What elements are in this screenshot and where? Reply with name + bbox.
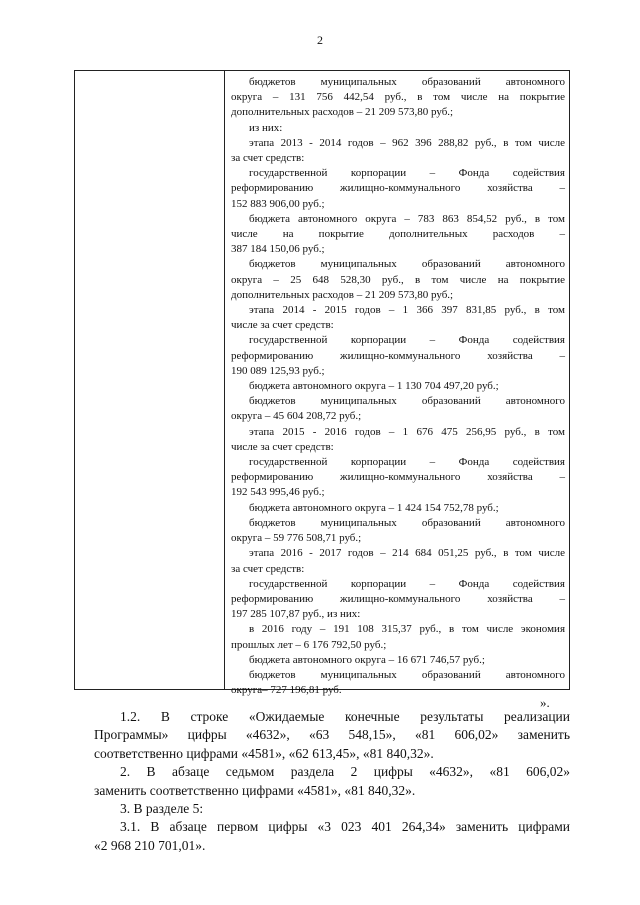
table-text-line: 387 184 150,06 руб.; xyxy=(231,243,325,256)
table-text-line: 197 285 107,87 руб., из них: xyxy=(231,608,361,621)
table-text-line: округа– 727 196,81 руб. xyxy=(231,684,342,697)
body-text-line: 2. В абзаце седьмом раздела 2 цифры «4632», «81 606,02» xyxy=(120,764,570,780)
table-text-line: бюджета автономного округа – 1 130 704 497,20 руб.; xyxy=(249,380,499,393)
table-text-line: государственной корпорации – Фонда содействия xyxy=(249,167,565,180)
table-text-line: округа – 59 776 508,71 руб.; xyxy=(231,532,362,545)
closing-quote: ». xyxy=(540,695,550,710)
table-text-line: реформированию жилищно-коммунального хозяйства – xyxy=(231,182,565,195)
table-column-divider xyxy=(224,71,225,689)
table-text-line: 152 883 906,00 руб.; xyxy=(231,197,325,210)
body-text-line: соответственно цифрами «4581», «62 613,45», «81 840,32». xyxy=(94,745,434,761)
table-text-line: числе на покрытие дополнительных расходов – xyxy=(231,228,565,241)
funding-cell xyxy=(231,75,565,698)
page-number: 2 xyxy=(317,33,323,47)
table-text-line: дополнительных расходов – 21 209 573,80 руб.; xyxy=(231,288,454,301)
table-text-line: числе за счет средств: xyxy=(231,319,334,332)
table-text-line: за счет средств: xyxy=(231,562,305,575)
table-text-line: бюджета автономного округа – 783 863 854,52 руб., в том xyxy=(249,212,565,225)
table-text-line: бюджетов муниципальных образований автономного xyxy=(249,76,565,88)
table-text-line: реформированию жилищно-коммунального хозяйства – xyxy=(231,592,565,605)
body-text-line: Программы» цифры «4632», «63 548,15», «81 606,02» заменить xyxy=(94,727,570,743)
table-text-line: 190 089 125,93 руб.; xyxy=(231,364,325,377)
body-text-line: 1.2. В строке «Ожидаемые конечные результаты реализации xyxy=(120,709,570,724)
table-text-line: этапа 2015 - 2016 годов – 1 676 475 256,95 руб., в том xyxy=(249,425,565,438)
program-table xyxy=(74,70,570,697)
table-text-line: из них: xyxy=(249,121,283,134)
table-text-line: бюджетов муниципальных образований автономного xyxy=(249,516,565,529)
table-text-line: округа – 25 648 528,30 руб., в том числе на покрытие xyxy=(231,273,565,286)
body-text-line: «2 968 210 701,01». xyxy=(94,837,206,853)
table-text-line: бюджета автономного округа – 16 671 746,57 руб.; xyxy=(249,653,485,666)
table-text-line: реформированию жилищно-коммунального хозяйства – xyxy=(231,349,565,362)
table-text-line: бюджетов муниципальных образований автономного xyxy=(249,258,565,271)
table-text-line: за счет средств: xyxy=(231,152,305,165)
body-text-line: 3.1. В абзаце первом цифры «3 023 401 264,34» заменить цифрами xyxy=(120,819,570,835)
table-text-line: бюджета автономного округа – 1 424 154 752,78 руб.; xyxy=(249,501,499,514)
table-text-line: 192 543 995,46 руб.; xyxy=(231,486,325,499)
body-text-line: заменить соответственно цифрами «4581», «81 840,32». xyxy=(94,782,416,798)
table-text-line: этапа 2013 - 2014 годов – 962 396 288,82 руб., в том числе xyxy=(249,136,565,149)
table-text-line: в 2016 году – 191 108 315,37 руб., в том числе экономия xyxy=(249,623,565,636)
table-text-line: этапа 2014 - 2015 годов – 1 366 397 831,85 руб., в том xyxy=(249,304,565,317)
table-text-line: государственной корпорации – Фонда содействия xyxy=(249,456,565,469)
table-text-line: бюджетов муниципальных образований автономного xyxy=(249,668,565,681)
table-text-line: государственной корпорации – Фонда содействия xyxy=(249,334,565,347)
table-text-line: реформированию жилищно-коммунального хозяйства – xyxy=(231,471,565,484)
body-text-line: 3. В разделе 5: xyxy=(120,801,204,817)
table-text-line: округа – 131 756 442,54 руб., в том числе на покрытие xyxy=(231,91,565,104)
table-text-line: округа – 45 604 208,72 руб.; xyxy=(231,410,362,423)
table-text-line: этапа 2016 - 2017 годов – 214 684 051,25 руб., в том числе xyxy=(249,547,565,560)
table-text-line: дополнительных расходов – 21 209 573,80 руб.; xyxy=(231,106,454,119)
table-text-line: бюджетов муниципальных образований автономного xyxy=(249,395,565,408)
table-text-line: числе за счет средств: xyxy=(231,440,334,453)
table-text-line: прошлых лет – 6 176 792,50 руб.; xyxy=(231,638,387,651)
amendment-text xyxy=(94,708,570,855)
table-text-line: государственной корпорации – Фонда содействия xyxy=(249,577,565,590)
